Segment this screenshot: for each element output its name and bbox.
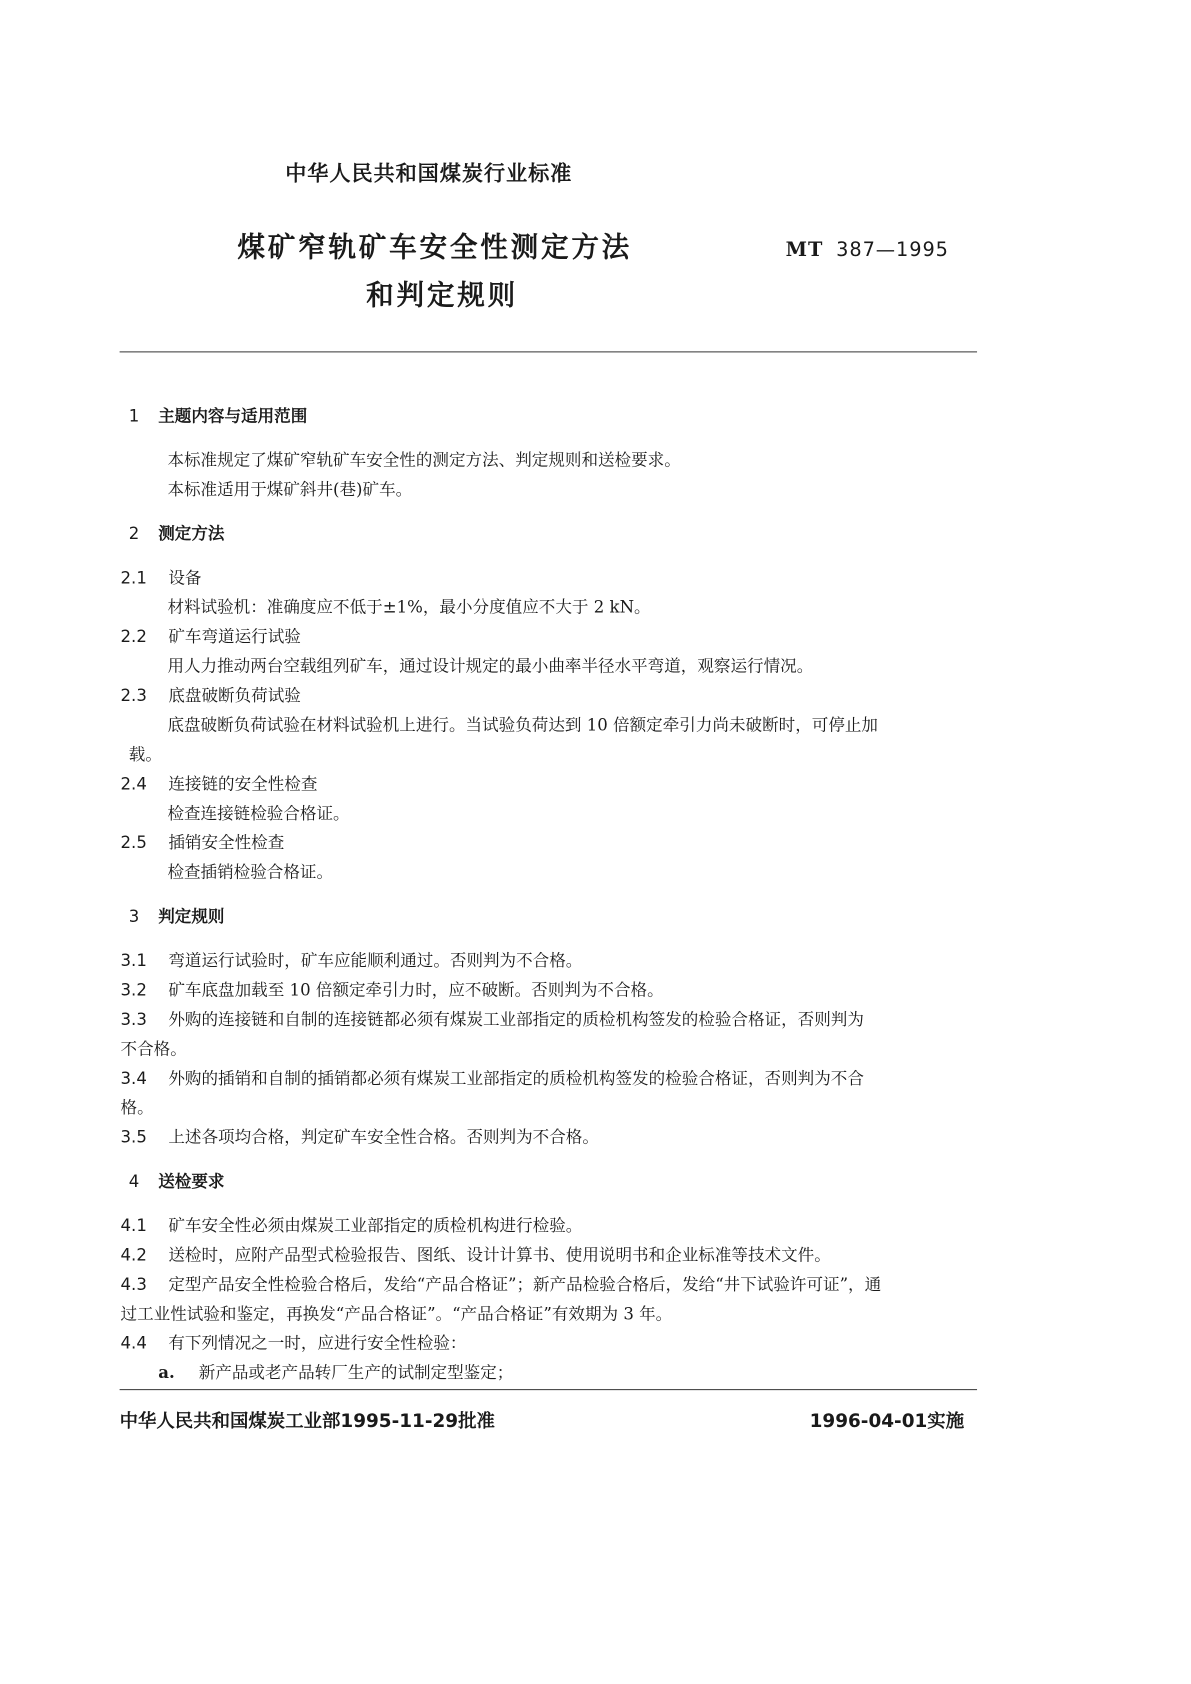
standard-prefix: MT (785, 237, 824, 261)
list-marker: a. (158, 1363, 175, 1383)
clause-title: 设备 (168, 568, 202, 588)
clause-2-4 (121, 771, 318, 795)
clause-title: 矿车弯道运行试验 (168, 627, 301, 647)
clause-continuation: 过工业性试验和鉴定，再换发“产品合格证”。“产品合格证”有效期为 3 年。 (120, 1304, 673, 1324)
clause-continuation: 不合格。 (120, 1039, 187, 1059)
clause-title: 连接链的安全性检查 (168, 774, 318, 794)
section-4-heading (129, 1168, 225, 1192)
bottom-divider (120, 1389, 977, 1390)
clause-2-2 (121, 624, 301, 648)
section-number: 3 (128, 907, 140, 927)
effective-date: 1996-04-01实施 (809, 1409, 965, 1432)
paragraph: 本标准规定了煤矿窄轨矿车安全性的测定方法、判定规则和送检要求。 (167, 450, 681, 471)
section-number: 2 (128, 524, 140, 544)
section-number: 4 (128, 1172, 140, 1192)
section-1-heading (129, 403, 307, 427)
clause-2-5 (121, 830, 285, 854)
clause-number: 2.3 (120, 686, 147, 706)
clause-title: 插销安全性检查 (168, 833, 285, 853)
clause-number: 3.4 (120, 1069, 147, 1089)
clause-number: 3.2 (120, 980, 147, 1001)
section-title: 判定规则 (158, 907, 225, 927)
clause-text: 外购的连接链和自制的连接链都必须有煤炭工业部指定的质检机构签发的检验合格证，否则判为 (168, 1010, 864, 1030)
standard-code: 387—1995 (836, 238, 949, 261)
clause-number: 4.4 (120, 1334, 147, 1354)
paragraph: 检查连接链检验合格证。 (167, 804, 350, 824)
clause-4-1 (121, 1213, 583, 1237)
clause-number: 4.2 (120, 1245, 147, 1265)
clause-number: 3.3 (120, 1010, 147, 1030)
clause-text: 矿车安全性必须由煤炭工业部指定的质检机构进行检验。 (168, 1216, 583, 1236)
clause-4-2 (121, 1242, 831, 1266)
clause-2-3 (121, 683, 301, 707)
clause-3-2 (121, 977, 664, 1001)
clause-3-3 (121, 1006, 864, 1030)
clause-3-5 (121, 1124, 599, 1148)
clause-number: 3.5 (120, 1127, 147, 1148)
clause-number: 2.5 (120, 833, 147, 853)
approval-line: 中华人民共和国煤炭工业部1995-11-29批准 (119, 1409, 495, 1432)
paragraph: 本标准适用于煤矿斜井(巷)矿车。 (167, 480, 413, 500)
section-2-heading (129, 521, 225, 545)
clause-number: 4.1 (120, 1216, 147, 1236)
paragraph: 底盘破断负荷试验在材料试验机上进行。当试验负荷达到 10 倍额定牵引力尚未破断时，可停止加 (167, 715, 878, 736)
title-line-1: 煤矿窄轨矿车安全性测定方法 (237, 231, 633, 265)
clause-4-3 (121, 1271, 882, 1295)
standard-number (786, 237, 949, 260)
clause-text: 弯道运行试验时，矿车应能顺利通过。否则判为不合格。 (168, 951, 583, 971)
clause-text: 定型产品安全性检验合格后，发给“产品合格证”；新产品检验合格后，发给“井下试验许可证”，通 (168, 1275, 882, 1295)
clause-continuation: 格。 (120, 1098, 154, 1118)
paragraph: 检查插销检验合格证。 (167, 862, 334, 883)
paragraph: 用人力推动两台空载组列矿车，通过设计规定的最小曲率半径水平弯道，观察运行情况。 (167, 656, 814, 677)
section-3-heading (129, 903, 225, 927)
clause-text: 送检时，应附产品型式检验报告、图纸、设计计算书、使用说明书和企业标准等技术文件。 (168, 1245, 831, 1265)
clause-4-4 (121, 1330, 467, 1354)
clause-number: 3.1 (120, 951, 147, 971)
clause-text: 上述各项均合格，判定矿车安全性合格。否则判为不合格。 (168, 1127, 599, 1148)
clause-number: 2.2 (120, 627, 147, 647)
section-title: 主题内容与适用范围 (158, 406, 308, 426)
clause-title: 底盘破断负荷试验 (168, 686, 301, 706)
section-title: 测定方法 (158, 524, 225, 544)
standard-category: 中华人民共和国煤炭行业标准 (285, 161, 573, 186)
clause-text: 外购的插销和自制的插销都必须有煤炭工业部指定的质检机构签发的检验合格证，否则判为不合 (168, 1069, 864, 1089)
clause-number: 2.1 (120, 568, 147, 588)
clause-3-1 (121, 948, 583, 972)
clause-number: 2.4 (120, 774, 147, 794)
paragraph-continuation: 载。 (128, 745, 162, 765)
title-line-2: 和判定规则 (366, 279, 518, 312)
section-title: 送检要求 (158, 1172, 225, 1192)
clause-text: 有下列情况之一时，应进行安全性检验： (168, 1334, 467, 1354)
clause-2-1 (121, 565, 202, 589)
clause-number: 4.3 (120, 1275, 147, 1295)
clause-3-4 (121, 1065, 864, 1089)
section-number: 1 (128, 406, 140, 426)
clause-text: 矿车底盘加载至 10 倍额定牵引力时，应不破断。否则判为不合格。 (168, 980, 664, 1001)
list-item-a (158, 1360, 513, 1384)
top-divider (120, 351, 977, 352)
paragraph: 材料试验机：准确度应不低于±1%，最小分度值应不大于 2 kN。 (167, 598, 651, 618)
list-text: 新产品或老产品转厂生产的试制定型鉴定； (198, 1363, 514, 1383)
